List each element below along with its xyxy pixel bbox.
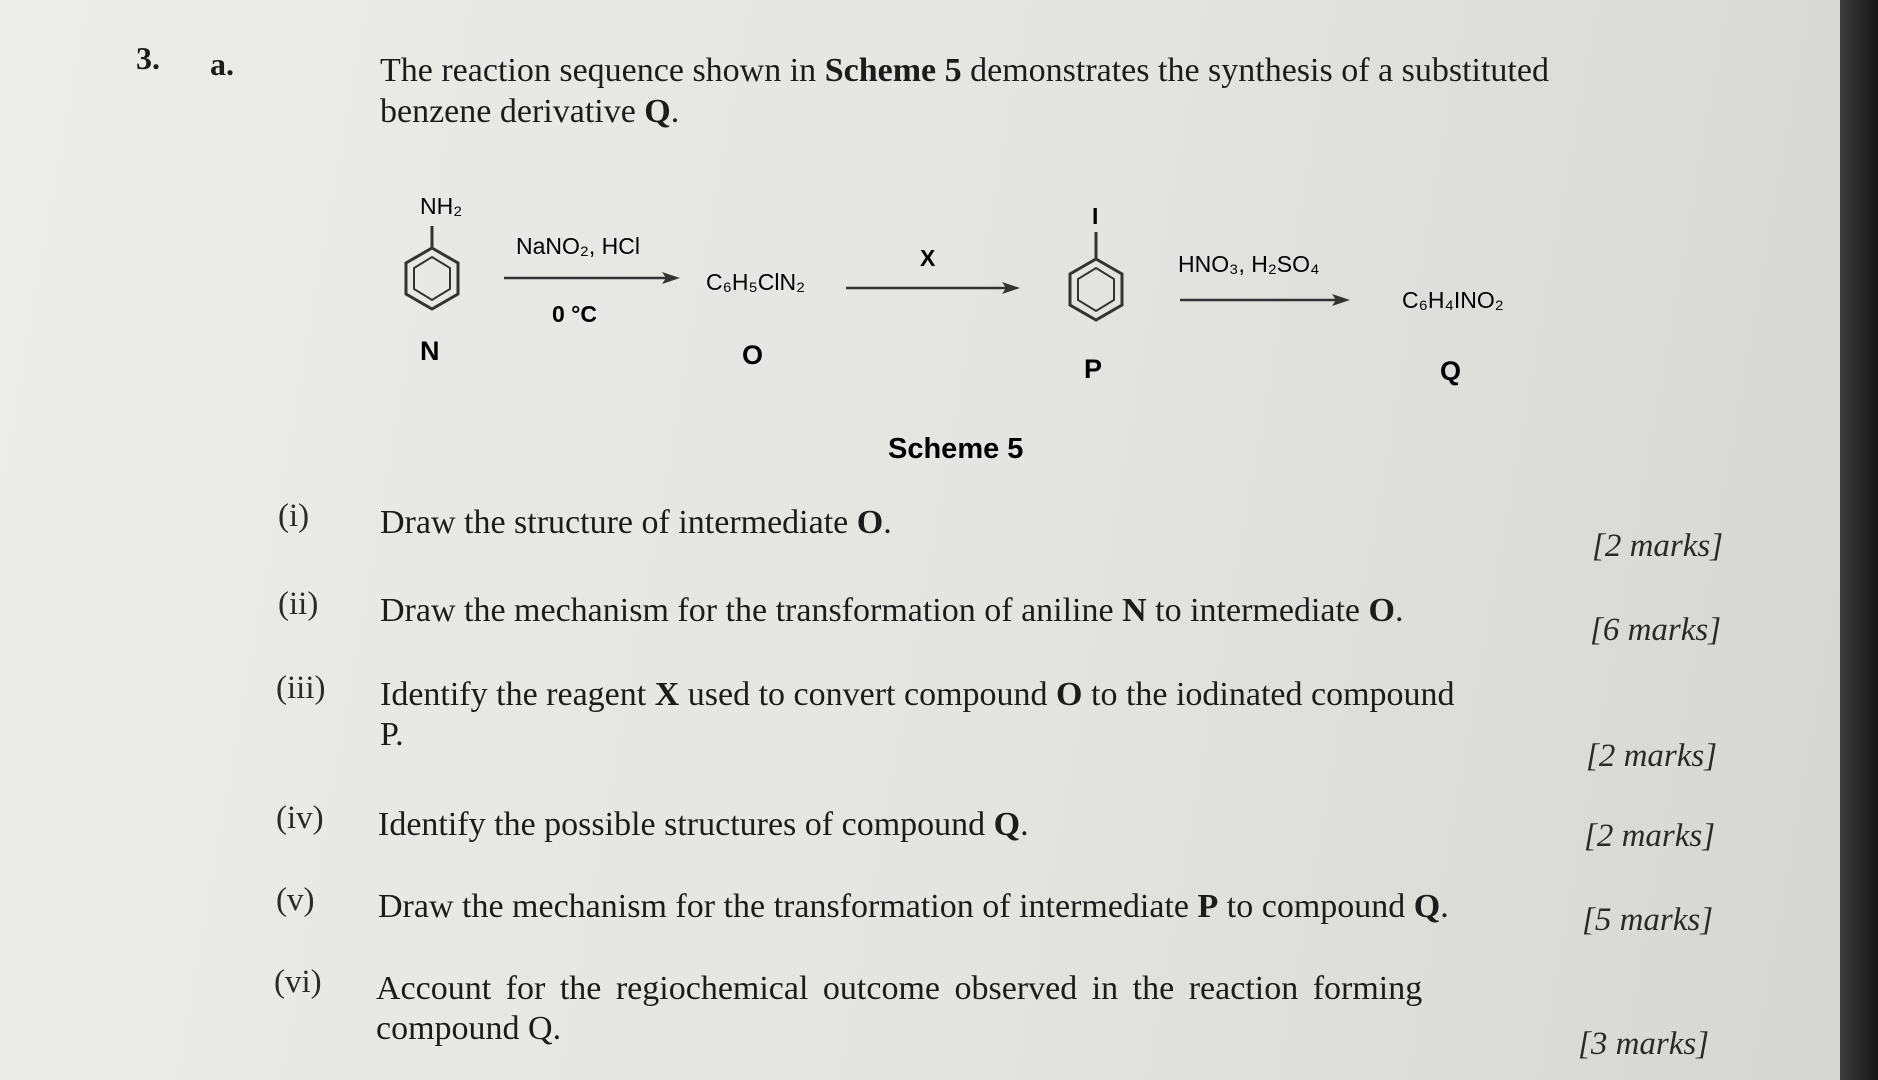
question-intro: The reaction sequence shown in Scheme 5 demonstrates the synthesis of a substituted benzene derivative Q.: [380, 52, 1549, 130]
subq-6-number: (vi): [274, 964, 322, 1000]
subq-2-number: (ii): [278, 586, 319, 622]
subq-1-number: (i): [278, 498, 310, 534]
label-N: N: [420, 336, 440, 366]
label-O: O: [742, 340, 764, 370]
formula-Q: C₆H₄INO₂: [1402, 287, 1504, 313]
question-number: 3.: [136, 40, 160, 76]
subq-1-marks: [2 marks]: [1592, 528, 1724, 564]
subq-6-text: Account for the regiochemical outcome observed in the reaction forming: [376, 970, 1423, 1007]
subq-2-text: Draw the mechanism for the transformation of aniline N to intermediate O.: [380, 592, 1404, 629]
subq-4-marks: [2 marks]: [1584, 818, 1716, 854]
nh2-substituent: NH₂: [420, 193, 463, 219]
question-part: a.: [210, 46, 234, 82]
label-P: P: [1084, 354, 1103, 384]
ring-P: [1070, 232, 1122, 320]
formula-O: C₆H₅ClN₂: [706, 269, 806, 295]
label-Q: Q: [1440, 356, 1462, 386]
subq-6-marks: [3 marks]: [1578, 1026, 1710, 1062]
subq-3-text: Identify the reagent X used to convert compound O to the iodinated compound: [380, 676, 1455, 713]
subq-1-text: Draw the structure of intermediate O.: [380, 504, 892, 541]
subq-3-text-line2: P.: [380, 716, 404, 753]
reagent-X: X: [920, 245, 936, 271]
subq-5-number: (v): [276, 882, 315, 918]
subq-2-marks: [6 marks]: [1590, 612, 1722, 648]
subq-4-number: (iv): [276, 800, 324, 836]
reagent-step1-bottom: 0 °C: [552, 301, 597, 327]
subq-3-marks: [2 marks]: [1586, 738, 1718, 774]
iodine-substituent: I: [1092, 203, 1099, 229]
subq-3-number: (iii): [276, 670, 326, 706]
subq-6-text-line2: compound Q.: [376, 1010, 562, 1047]
scheme-caption: Scheme 5: [888, 433, 1024, 465]
reagent-step3: HNO₃, H₂SO₄: [1178, 251, 1320, 277]
subq-4-text: Identify the possible structures of compound Q.: [378, 806, 1029, 843]
subq-5-text: Draw the mechanism for the transformation of intermediate P to compound Q.: [378, 888, 1449, 925]
subq-5-marks: [5 marks]: [1582, 902, 1714, 938]
reagent-step1-top: NaNO₂, HCl: [516, 233, 640, 259]
ring-N: [406, 226, 458, 309]
